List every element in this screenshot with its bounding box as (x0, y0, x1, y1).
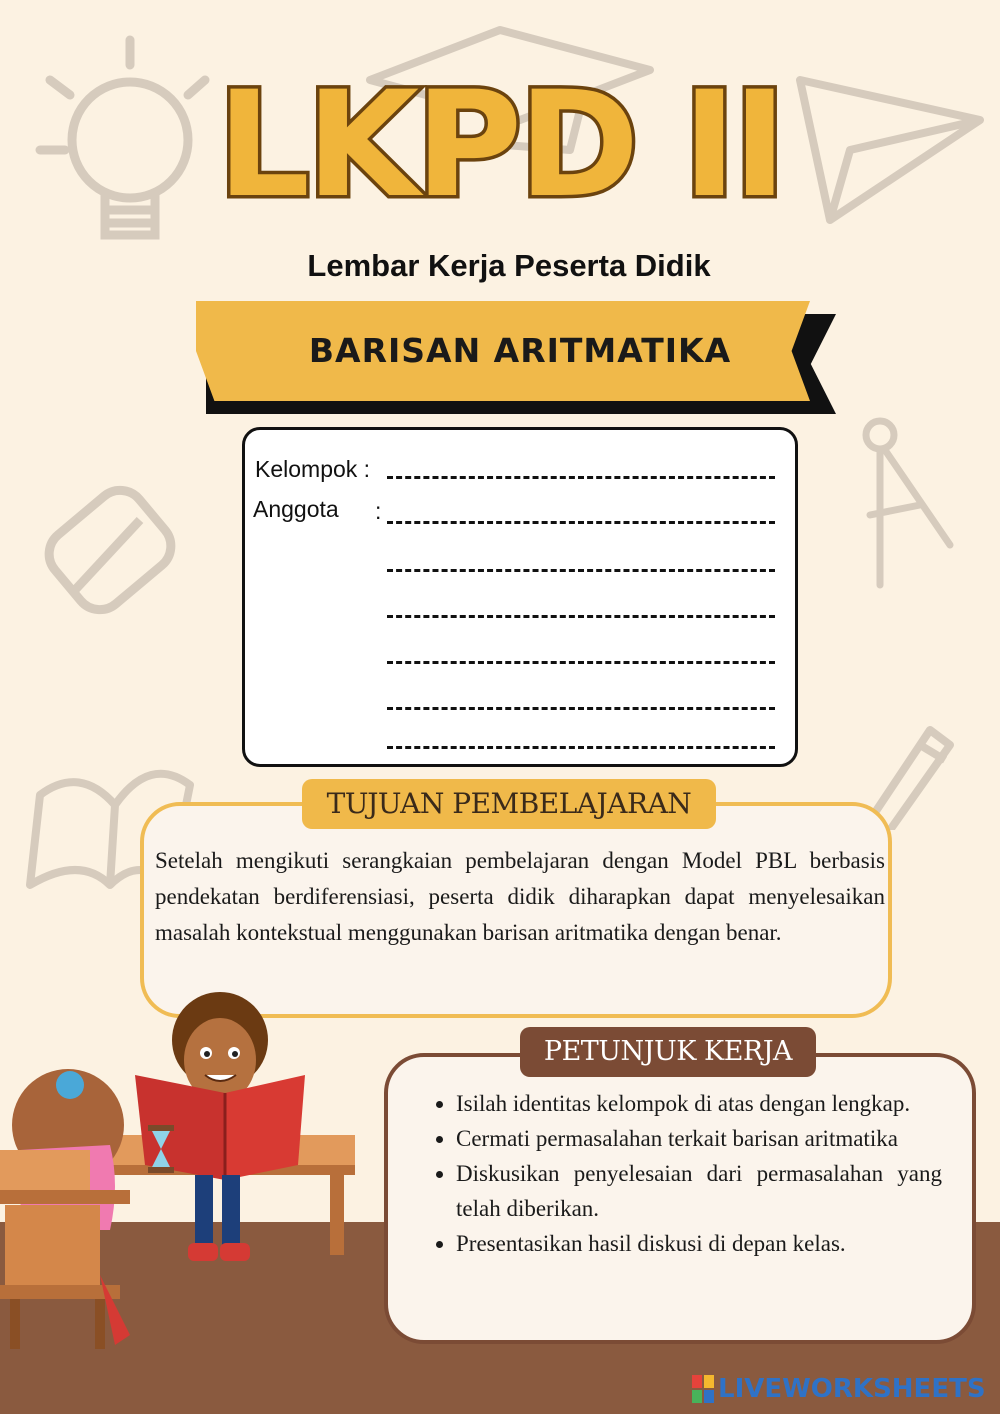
compass-doodle-icon (840, 395, 960, 595)
member-input-line[interactable] (387, 661, 775, 664)
instructions-list (436, 1086, 942, 1261)
member-input-line[interactable] (387, 615, 775, 618)
member-input-line[interactable] (387, 521, 775, 524)
classroom-illustration (0, 975, 380, 1355)
watermark-text: LIVEWORKSHEETS (718, 1374, 986, 1404)
group-input-line[interactable] (387, 476, 775, 479)
group-label: Kelompok : (255, 456, 371, 482)
members-colon: : (375, 498, 382, 524)
page-title: LKPD II (217, 60, 783, 230)
member-input-line[interactable] (387, 707, 775, 710)
member-input-line[interactable] (387, 746, 775, 749)
member-input-line[interactable] (387, 569, 775, 572)
liveworksheets-logo-icon (692, 1375, 714, 1403)
objectives-text: Setelah mengikuti serangkaian pembelajaran dengan Model PBL berbasis pendekatan berdiferensiasi, peserta didik diharapkan dapat menyelesaikan masalah kontekstual menggunakan barisan aritmatika dengan benar. (155, 848, 885, 945)
instruction-item: • Isilah identitas kelompok di atas dengan lengkap. (456, 1086, 942, 1121)
members-label: Anggota (253, 496, 339, 522)
identity-form (242, 427, 798, 767)
instruction-item: • Cermati permasalahan terkait barisan aritmatika (456, 1121, 942, 1156)
topic-title: BARISAN ARITMATIKA (308, 331, 732, 370)
objectives-heading: TUJUAN PEMBELAJARAN (302, 779, 716, 829)
eraser-doodle-icon (30, 480, 190, 630)
liveworksheets-watermark[interactable] (692, 1371, 986, 1407)
page-subtitle: Lembar Kerja Peserta Didik (307, 248, 711, 283)
instruction-item: • Presentasikan hasil diskusi di depan kelas. (456, 1226, 942, 1261)
instruction-item: • Diskusikan penyelesaian dari permasalahan yang telah diberikan. (456, 1156, 942, 1226)
instructions-heading: PETUNJUK KERJA (520, 1027, 816, 1077)
